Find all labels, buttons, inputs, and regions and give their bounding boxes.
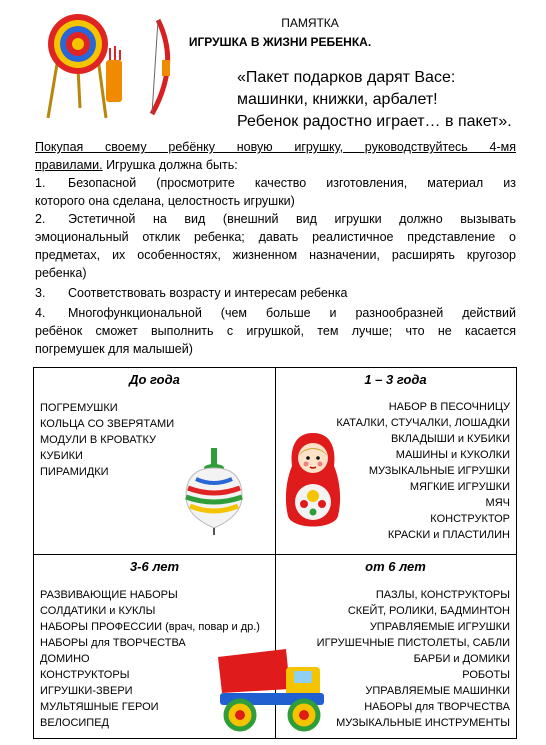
rule-2-line-4: ребенка) [35,266,87,280]
intro-line-2 [35,156,516,174]
list-item: МУЗЫКАЛЬНЫЕ ИГРУШКИ [368,465,510,477]
matryoshka-picture [282,430,344,535]
rule-4-line-1: Многофункциональной (чем больше и разнообразней действий [68,306,516,320]
list-item: ИГРУШКИ-ЗВЕРИ [40,685,133,697]
page-title: ИГРУШКА В ЖИЗНИ РЕБЕНКА. [188,35,372,49]
list-item: НАБОРЫ для ТВОРЧЕСТВА [364,701,510,713]
list-item: СОЛДАТИКИ и КУКЛЫ [40,605,156,617]
memo-label: ПАМЯТКА [281,16,339,30]
spinning-top-picture [178,446,250,536]
dartboard-bow-picture [40,8,180,120]
list-item: МУЗЫКАЛЬНЫЕ ИНСТРУМЕНТЫ [336,717,510,729]
rule-4-number: 4. [35,306,46,320]
rule-2-line-3: предметах, их особенностях, жизненном назначении, расширять кругозор [35,248,516,262]
list-item: ВКЛАДЫШИ и КУБИКИ [390,433,510,445]
rule-1-line-2: которого она сделана, целостность игрушки) [35,194,295,208]
col-title-under-1: До года [129,372,180,387]
rule-1-line-1: Безопасной (просмотрите качество изготовления, материал из [68,176,516,190]
intro-rest: Игрушка должна быть: [102,158,238,172]
poem-line-1: «Пакет подарков дарят Васе: [237,69,456,86]
list-item: РОБОТЫ [462,669,510,681]
rule-4-line-3: погремушек для малышей) [35,342,193,356]
rule-3-number: 3. [35,286,46,300]
list-item: КОЛЬЦА СО ЗВЕРЯТАМИ [40,418,175,430]
rule-3-line-1: Соответствовать возрасту и интересам ребенка [68,286,348,300]
col-title-6-plus: от 6 лет [365,559,426,574]
list-item: КОНСТРУКТОР [430,513,510,525]
list-item: ДОМИНО [40,653,90,665]
list-item: МУЛЬТЯШНЫЕ ГЕРОИ [40,701,159,713]
list-item: ИГРУШЕЧНЫЕ ПИСТОЛЕТЫ, САБЛИ [316,637,510,649]
list-item: НАБОР В ПЕСОЧНИЦУ [388,401,510,413]
poem-line-2: машинки, книжки, арбалет! [237,91,438,108]
dump-truck-picture [214,645,332,735]
list-item: ПАЗЛЫ, КОНСТРУКТОРЫ [375,589,510,601]
rule-2-line-1: Эстетичной на вид (внешний вид игрушки должно вызывать [68,212,516,226]
col-title-3-6: 3-6 лет [129,559,180,574]
rule-1-number: 1. [35,176,46,190]
list-item: КРАСКИ и ПЛАСТИЛИН [387,529,510,541]
list-item: МЯЧ [485,497,510,509]
list-item: БАРБИ и ДОМИКИ [413,653,510,665]
list-item: ПОГРЕМУШКИ [40,402,118,414]
list-item: МАШИНЫ и КУКОЛКИ [395,449,510,461]
list-item: СКЕЙТ, РОЛИКИ, БАДМИНТОН [347,605,510,617]
list-item: РАЗВИВАЮЩИЕ НАБОРЫ [40,589,178,601]
poem-line-3: Ребенок радостно играет… в пакет». [237,113,512,130]
list-item: УПРАВЛЯЕМЫЕ МАШИНКИ [365,685,510,697]
list-item: ВЕЛОСИПЕД [40,717,109,729]
list-under-1 [40,400,174,480]
rule-2-line-2: эмоциональный отклик ребенка; давать реалистичное представление о [35,230,516,244]
list-item: ПИРАМИДКИ [40,466,109,478]
list-item: МЯГКИЕ ИГРУШКИ [409,481,510,493]
list-item: КАТАЛКИ, СТУЧАЛКИ, ЛОШАДКИ [336,417,510,429]
col-title-1-3: 1 – 3 года [364,372,427,387]
list-item: МОДУЛИ В КРОВАТКУ [40,434,156,446]
list-item: КОНСТРУКТОРЫ [40,669,130,681]
list-item: НАБОРЫ ПРОФЕССИИ (врач, повар и др.) [40,621,260,633]
list-item: УПРАВЛЯЕМЫЕ ИГРУШКИ [369,621,510,633]
list-item: КУБИКИ [40,450,83,462]
intro-line-1: Покупая своему ребёнку новую игрушку, руководствуйтесь 4-мя [35,140,516,154]
list-item: НАБОРЫ для ТВОРЧЕСТВА [40,637,186,649]
rule-2-number: 2. [35,212,46,226]
rule-4-line-2: ребёнок сможет выполнить с игрушкой, тем лучше; что не касается [35,324,516,338]
table-divider-horizontal [33,554,516,555]
intro-rules-word: правилами. [35,158,103,172]
